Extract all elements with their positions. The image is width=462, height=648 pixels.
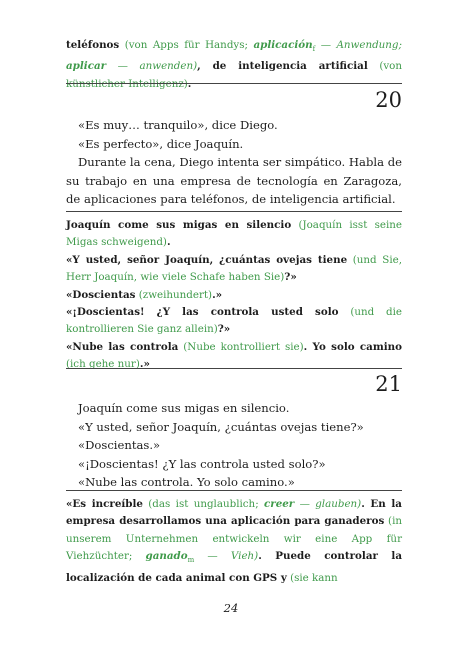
spanish-text: «¡Doscientas! ¿Y las controla usted solo bbox=[66, 306, 339, 319]
spanish-text: . En la empresa desarrollamos una aplicación para ganaderos bbox=[66, 498, 402, 528]
spanish-paragraph: Joaquín come sus migas en silencio. bbox=[78, 401, 290, 415]
german-gloss: (sie kann bbox=[286, 571, 338, 584]
spanish-section-20 bbox=[66, 116, 402, 209]
bilingual-paragraph bbox=[66, 217, 402, 252]
german-gloss: (das ist unglaublich; bbox=[142, 498, 264, 510]
spanish-text: , de inteligencia artificial bbox=[197, 60, 368, 73]
punctuation: ?» bbox=[217, 323, 231, 336]
page-number: 24 bbox=[223, 601, 239, 615]
german-gloss: (und die kontrollieren Sie ganz allein) bbox=[66, 306, 402, 336]
section-divider bbox=[66, 490, 402, 491]
spanish-text: . Puede controlar la localización de cada animal con GPS y bbox=[66, 550, 402, 584]
spanish-text: «Es increíble bbox=[66, 498, 143, 510]
spanish-text: «Y usted, señor Joaquín, ¿cuántas ovejas tiene bbox=[66, 253, 348, 266]
bilingual-paragraph bbox=[66, 287, 402, 304]
section-number: 20 bbox=[375, 88, 402, 112]
section-divider bbox=[66, 83, 402, 84]
german-gloss: (in unserem Unternehmen entwickeln wir eine App für Viehzüchter; bbox=[66, 515, 402, 563]
german-gloss: (von Apps für Handys; bbox=[119, 39, 254, 51]
bilingual-block-top bbox=[66, 37, 402, 93]
bilingual-paragraph bbox=[66, 304, 402, 339]
section-number: 21 bbox=[375, 372, 402, 396]
spanish-paragraph: Durante la cena, Diego intenta ser simpático. Habla de su trabajo en una empresa de tecnología en Zaragoza, de aplicaciones para teléfonos, de inteligencia artificial. bbox=[66, 155, 402, 207]
punctuation: .» bbox=[212, 288, 223, 301]
punctuation: .» bbox=[139, 358, 150, 371]
vocab-word: aplicación bbox=[253, 39, 313, 51]
bilingual-block-middle bbox=[66, 217, 402, 374]
german-gloss: — glauben) bbox=[294, 498, 362, 510]
german-gloss: — anwenden) bbox=[106, 60, 198, 73]
spanish-paragraph: «Es perfecto», dice Joaquín. bbox=[78, 136, 244, 151]
section-divider bbox=[66, 368, 402, 369]
vocab-word: ganado bbox=[145, 550, 188, 563]
punctuation: ?» bbox=[284, 271, 297, 284]
german-gloss: (und Sie, Herr Joaquín, wie viele Schafe haben Sie) bbox=[66, 253, 402, 284]
bilingual-paragraph bbox=[66, 252, 402, 287]
german-gloss: — Anwendung; bbox=[315, 39, 402, 51]
section-divider bbox=[66, 211, 402, 212]
german-gloss: (zweihundert) bbox=[135, 288, 213, 301]
spanish-paragraph: «¡Doscientas! ¿Y las controla usted solo?» bbox=[78, 456, 326, 471]
bilingual-paragraph bbox=[66, 37, 402, 93]
german-gloss: (Nube kontrolliert sie) bbox=[178, 340, 304, 353]
punctuation: . bbox=[166, 236, 171, 249]
spanish-text: . Yo solo camino bbox=[303, 340, 402, 353]
spanish-text: Joaquín come sus migas en silencio bbox=[66, 219, 292, 231]
german-gloss: (von künstlicher Intelligenz) bbox=[66, 60, 402, 90]
vocab-word: aplicar bbox=[66, 60, 107, 73]
spanish-paragraph: «Doscientas.» bbox=[78, 438, 161, 453]
vocab-word: creer bbox=[264, 498, 295, 510]
spanish-text: «Doscientas bbox=[66, 288, 136, 301]
spanish-section-21 bbox=[66, 399, 402, 492]
spanish-text: teléfonos bbox=[66, 39, 120, 51]
punctuation: . bbox=[187, 77, 192, 90]
german-gloss: — Vieh) bbox=[194, 550, 259, 563]
spanish-paragraph: «Y usted, señor Joaquín, ¿cuántas ovejas tiene?» bbox=[78, 419, 364, 434]
spanish-text: «Nube las controla bbox=[66, 340, 179, 353]
bilingual-block-bottom bbox=[66, 496, 402, 587]
spanish-paragraph: «Nube las controla. Yo solo camino.» bbox=[78, 475, 295, 490]
german-gloss: (ich gehe nur) bbox=[66, 358, 140, 371]
bilingual-paragraph bbox=[66, 496, 402, 587]
spanish-paragraph: «Es muy… tranquilo», dice Diego. bbox=[78, 118, 278, 132]
gender-marker: f bbox=[312, 45, 316, 54]
gender-marker: m bbox=[187, 556, 195, 565]
german-gloss: (Joaquín isst seine Migas schweigend) bbox=[66, 219, 402, 249]
